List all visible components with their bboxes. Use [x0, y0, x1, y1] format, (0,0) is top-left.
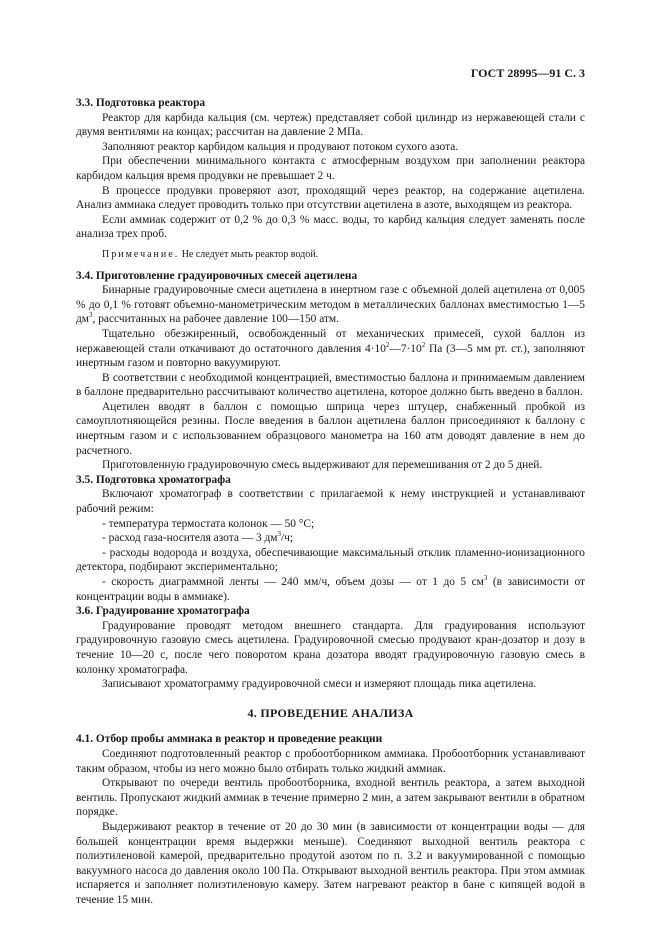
section-3-6-heading: 3.6. Градуирование хроматографа — [76, 605, 250, 618]
section-4-1-heading: 4.1. Отбор пробы аммиака в реактор и проведение реакции — [76, 733, 383, 746]
text-run: - расход газа-носителя азота — 3 дм — [102, 532, 278, 545]
superscript: 3 — [483, 574, 488, 583]
paragraph: Записывают хроматограмму градуировочной смеси и измеряют площадь пика ацетилена. — [102, 678, 537, 691]
paragraph: Градуирование проводят методом внешнего стандарта. Для градуирования используют градуировочную газовую смесь ацетилена. Градуировочной смесью продувают кран-дозатор и дозу в течение 10—20 с, после чего поворотом крана дозатора вводят градуировочную газовую смесь в колонку хроматографа. — [76, 619, 585, 676]
page-header: ГОСТ 28995—91 С. 3 — [470, 66, 585, 80]
text-run: Бинарные градуировочные смеси ацетилена в инертном газе с объемной долей ацетилена от 0,005 % до 0,1 % готовят объемно-манометрическим методом в металлических баллонах вместимостью 1—5 дм — [76, 284, 585, 326]
section-3-4-heading: 3.4. Приготовление градуировочных смесей ацетилена — [76, 269, 358, 282]
note — [76, 248, 585, 263]
text-run: /ч; — [281, 532, 294, 545]
paragraph: В процессе продувки проверяют азот, проходящий через реактор, на содержание ацетилена. Анализ аммиака следует проводить только при отсутствии ацетилена в азоте, выходящем из реактора. — [76, 184, 585, 212]
paragraph — [76, 283, 585, 327]
paragraph: Приготовленную градуировочную смесь выдерживают для перемешивания от 2 до 5 дней. — [102, 459, 543, 472]
superscript: 2 — [385, 340, 390, 349]
text-run: —7·10 — [389, 342, 422, 355]
text-run: - скорость диаграммной ленты — 240 мм/ч, объем дозы — от 1 до 5 см — [102, 576, 484, 588]
text-run: Тщательно обезжиренный, освобожденный от механических примесей, сухой баллон из нержавеющей стали откачивают до остаточного давления 4·10 — [76, 327, 585, 355]
paragraph: Ацетилен вводят в баллон с помощью шприца через штуцер, снабженный пробкой из самоуплотняющейся резины. После введения в баллон ацетилена баллон присоединяют к баллону с инертным газом и с использованием образцового манометра на 160 атм доводят давление в нем до расчетного. — [76, 400, 585, 457]
section-3-3-heading: 3.3. Подготовка реактора — [76, 97, 206, 109]
text-run: (в зависимости от концентрации воды в аммиаке). — [76, 576, 585, 603]
paragraph: Если аммиак содержит от 0,2 % до 0,3 % масс. воды, то карбид кальция следует заменять после анализа трех проб. — [76, 213, 585, 241]
list-item — [76, 575, 585, 604]
section-4-title: 4. ПРОВЕДЕНИЕ АНАЛИЗА — [247, 705, 414, 720]
superscript: 3 — [277, 530, 282, 539]
paragraph: В соответствии с необходимой концентрацией, вместимостью баллона и принимаемым давлением в баллоне предварительно рассчитывают количество ацетилена, которое должно быть введено в баллон. — [76, 371, 585, 399]
section-3-5-heading: 3.5. Подготовка хроматографа — [76, 473, 231, 486]
paragraph: Открывают по очереди вентиль пробоотборника, входной вентиль реактора, а затем выходной вентиль. Пропускают жидкий аммиак в течение примерно 2 мин, а затем закрывают вентили в обратном порядке. — [76, 777, 585, 819]
paragraph: Реактор для карбида кальция (см. чертеж) представляет собой цилиндр из нержавеющей стали с двумя вентилями на концах; рассчитан на давление 2 МПа. — [76, 111, 585, 139]
paragraph: Выдерживают реактор в течение от 20 до 30 мин (в зависимости от концентрации воды — для большей концентрации время выдержки меньше). Соединяют выходной вентиль реактора с полиэтиленовой камерой, предварительно продутой азотом по п. 3.2 и вакуумированной с помощью вакуумного насоса до давления около 100 Па. Открывают выходной вентиль реактора. При этом аммиак испаряется и заполняет полиэтиленовую камеру. Затем нагревают реактор в бане с кипящей водой в течение 15 мин. — [76, 820, 585, 906]
paragraph — [76, 327, 585, 371]
text-run: Па (3—5 мм рт. ст.), заполняют инертным газом и повторно вакуумируют. — [76, 342, 585, 370]
note-label: Примечание. — [102, 248, 180, 260]
text-run: , рассчитанных на рабочее давление 100—150 атм. — [92, 313, 339, 326]
list-item: - температура термостата колонок — 50 °С; — [102, 517, 315, 530]
paragraph: Соединяют подготовленный реактор с пробоотборником аммиака. Пробоотборник устанавливают таким образом, чтобы из него можно было отбирать только жидкий аммиак. — [76, 747, 585, 775]
paragraph: Включают хроматограф в соответствии с прилагаемой к нему инструкцией и устанавливают рабочий режим: — [76, 488, 585, 516]
list-item — [76, 531, 585, 546]
superscript: 2 — [421, 340, 426, 349]
superscript: 3 — [89, 311, 93, 320]
document-body — [76, 96, 585, 907]
paragraph: При обеспечении минимального контакта с атмосферным воздухом при заполнении реактора карбидом кальция время продувки не превышает 2 ч. — [76, 155, 585, 182]
paragraph: Заполняют реактор карбидом кальция и продувают потоком сухого азота. — [102, 140, 459, 153]
note-text: Не следует мыть реактор водой. — [179, 248, 319, 260]
list-item: - расходы водорода и воздуха, обеспечивающие максимальный отклик пламенно-ионизационного детектора, подбирают экспериментально; — [76, 546, 585, 574]
